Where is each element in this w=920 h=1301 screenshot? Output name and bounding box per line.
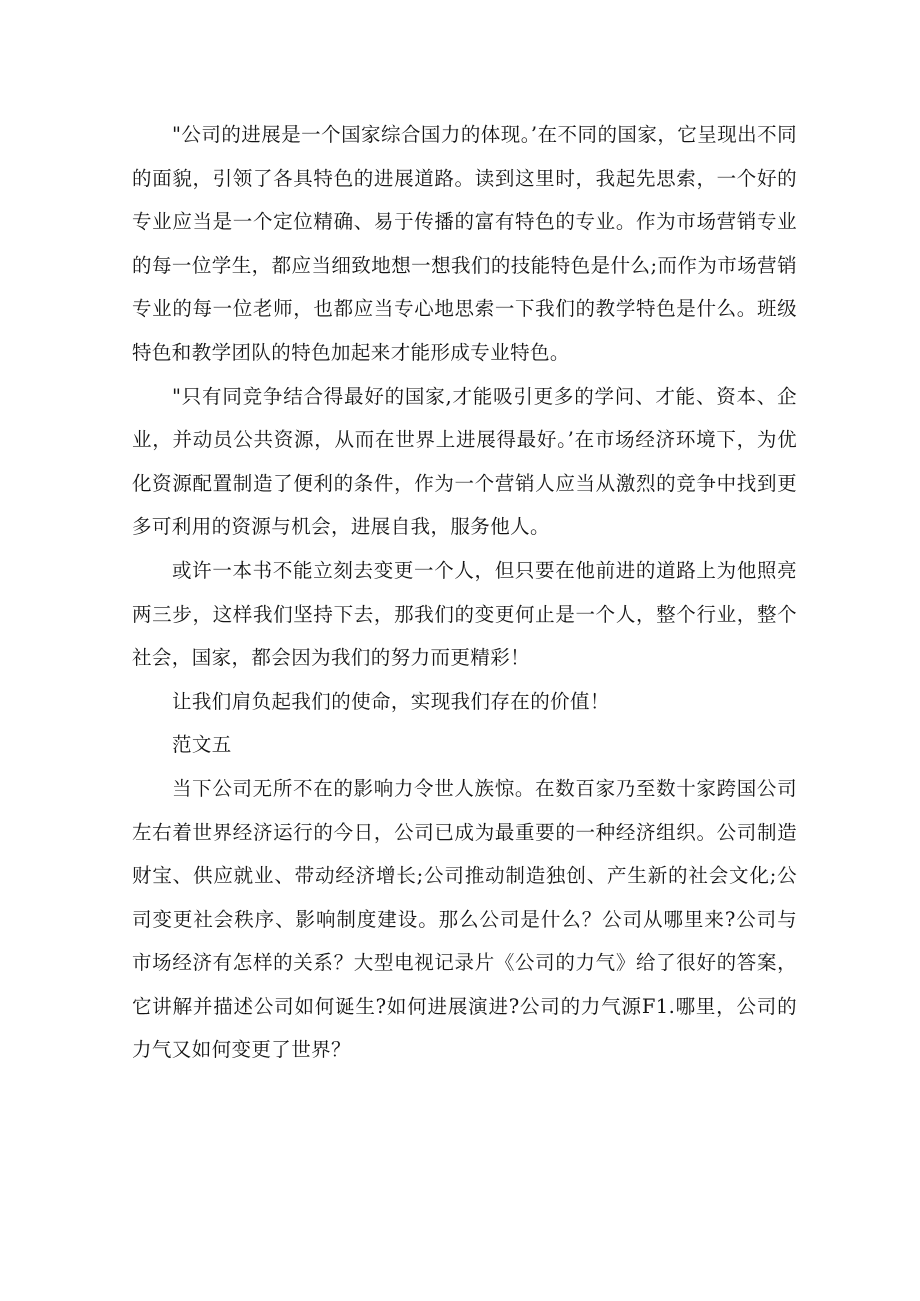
paragraph: 当下公司无所不在的影响力令世人族惊。在数百家乃至数十家跨国公司左右着世界经济运行的今日，公司已成为最重要的一种经济组织。公司制造财宝、供应就业、带动经济增长;公司推动制造独创、产生新的社会文化;公司变更社会秩序、影响制度建设。那么公司是什么？公司从哪里来?公司与市场经济有怎样的关系？大型电视记录片《公司的力气》给了很好的答案，它讲解并描述公司如何诞生?如何进展演进?公司的力气源F1.哪里，公司的力气又如何变更了世界？ [132, 776, 797, 1062]
section-heading: 范文五 [172, 733, 232, 757]
paragraph: 或许一本书不能立刻去变更一个人，但只要在他前进的道路上为他照亮两三步，这样我们坚持下去，那我们的变更何止是一个人，整个行业，整个社会，国家，都会因为我们的努力而更精彩！ [132, 558, 797, 670]
paragraph: 让我们肩负起我们的使命，实现我们存在的价值！ [172, 689, 610, 713]
paragraph: "公司的进展是一个国家综合国力的体现。’在不同的国家，它呈现出不同的面貌，引领了各具特色的进展道路。读到这里时，我起先思索，一个好的专业应当是一个定位精确、易于传播的富有特色的专业。作为市场营销专业的每一位学生，都应当细致地想一想我们的技能特色是什么;而作为市场营销专业的每一位老师，也都应当专心地思索一下我们的教学特色是什么。班级特色和教学团队的特色加起来才能形成专业特色。 [132, 123, 797, 364]
document-body [132, 113, 797, 1072]
paragraph: "只有同竞争结合得最好的国家,才能吸引更多的学问、才能、资本、企业，并动员公共资源，从而在世界上进展得最好。’在市场经济环境下，为优化资源配置制造了便利的条件，作为一个营销人应当从激烈的竞争中找到更多可利用的资源与机会，进展自我，服务他人。 [132, 384, 797, 539]
